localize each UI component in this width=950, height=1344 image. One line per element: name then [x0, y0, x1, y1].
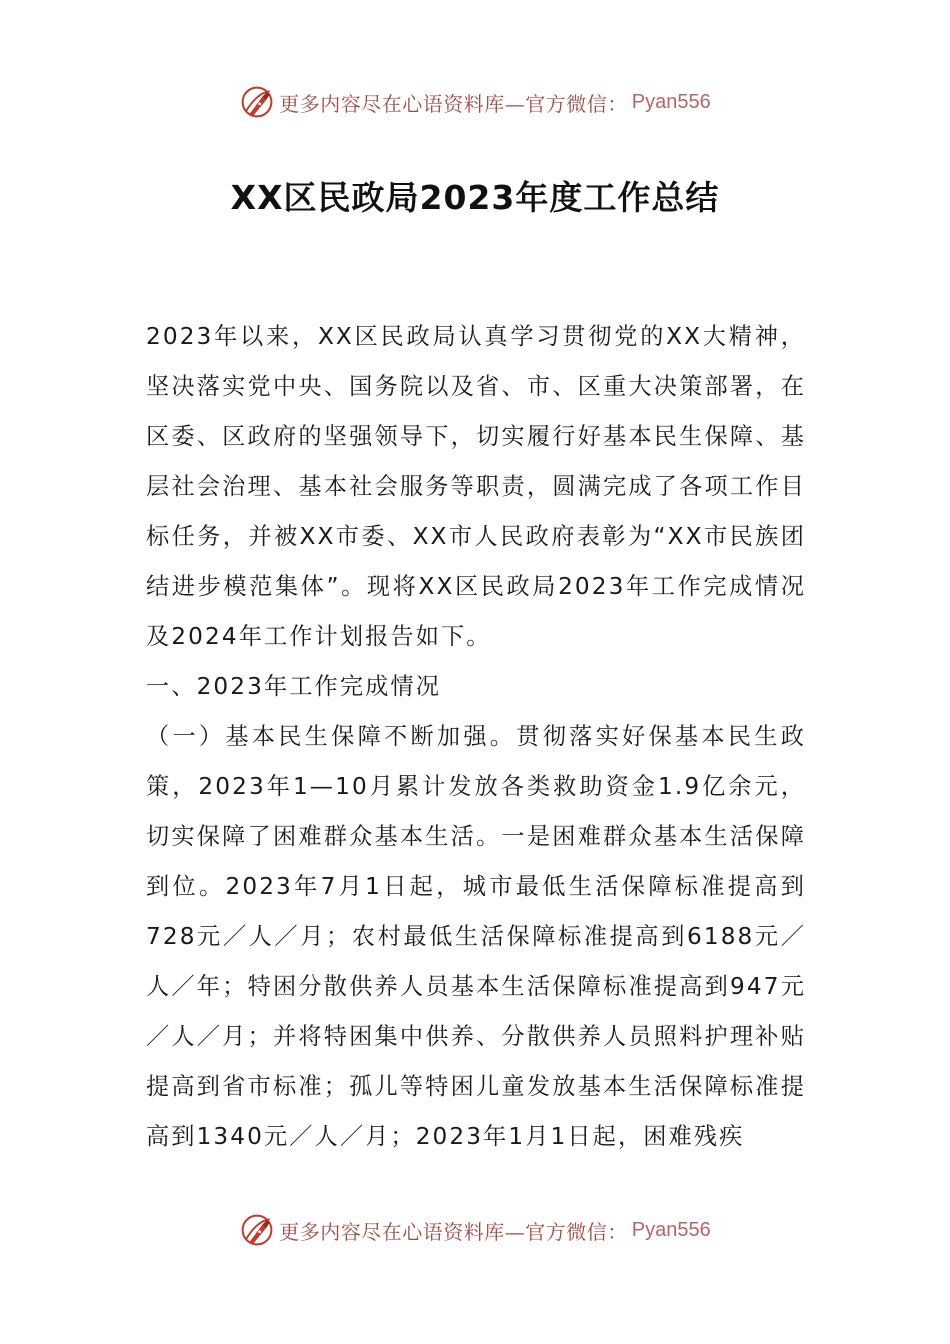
- banner-wechat-id: Pyan556: [631, 90, 711, 113]
- paragraph-section-1: （一）基本民生保障不断加强。贯彻落实好保基本民生政策，2023年1—10月累计发放各类救助资金1.9亿余元，切实保障了困难群众基本生活。一是困难群众基本生活保障到位。2023年7月1日起，城市最低生活保障标准提高到728元／人／月；农村最低生活保障标准提高到6188元／人／年；特困分散供养人员基本生活保障标准提高到947元／人／月；并将特困集中供养、分散供养人员照料护理补贴提高到省市标准；孤儿等特困儿童发放基本生活保障标准提高到1340元／人／月；2023年1月1日起，困难残疾: [146, 723, 806, 1150]
- banner-text: 更多内容尽在心语资料库—官方微信：: [279, 91, 628, 116]
- document-title: XX区民政局2023年度工作总结: [230, 178, 720, 217]
- paragraph-intro: 2023年以来，XX区民政局认真学习贯彻党的XX大精神，坚决落实党中央、国务院以及省、市、区重大决策部署，在区委、区政府的坚强领导下，切实履行好基本民生保障、基层社会治理、基本社会服务等职责，圆满完成了各项工作目标任务，并被XX市委、XX市人民政府表彰为“XX市民族团结进步模范集体”。现将XX区民政局2023年工作完成情况及2024年工作计划报告如下。: [146, 323, 806, 650]
- footer-banner: [0, 1212, 950, 1248]
- section-heading: 一、2023年工作完成情况: [146, 673, 441, 700]
- banner-text: 更多内容尽在心语资料库—官方微信：: [279, 1219, 628, 1244]
- header-banner: [0, 84, 950, 120]
- pen-nib-circle-logo-icon: [239, 84, 275, 120]
- pen-nib-circle-logo-icon: [239, 1212, 275, 1248]
- document-body: [146, 312, 806, 1162]
- banner-wechat-id: Pyan556: [631, 1218, 711, 1241]
